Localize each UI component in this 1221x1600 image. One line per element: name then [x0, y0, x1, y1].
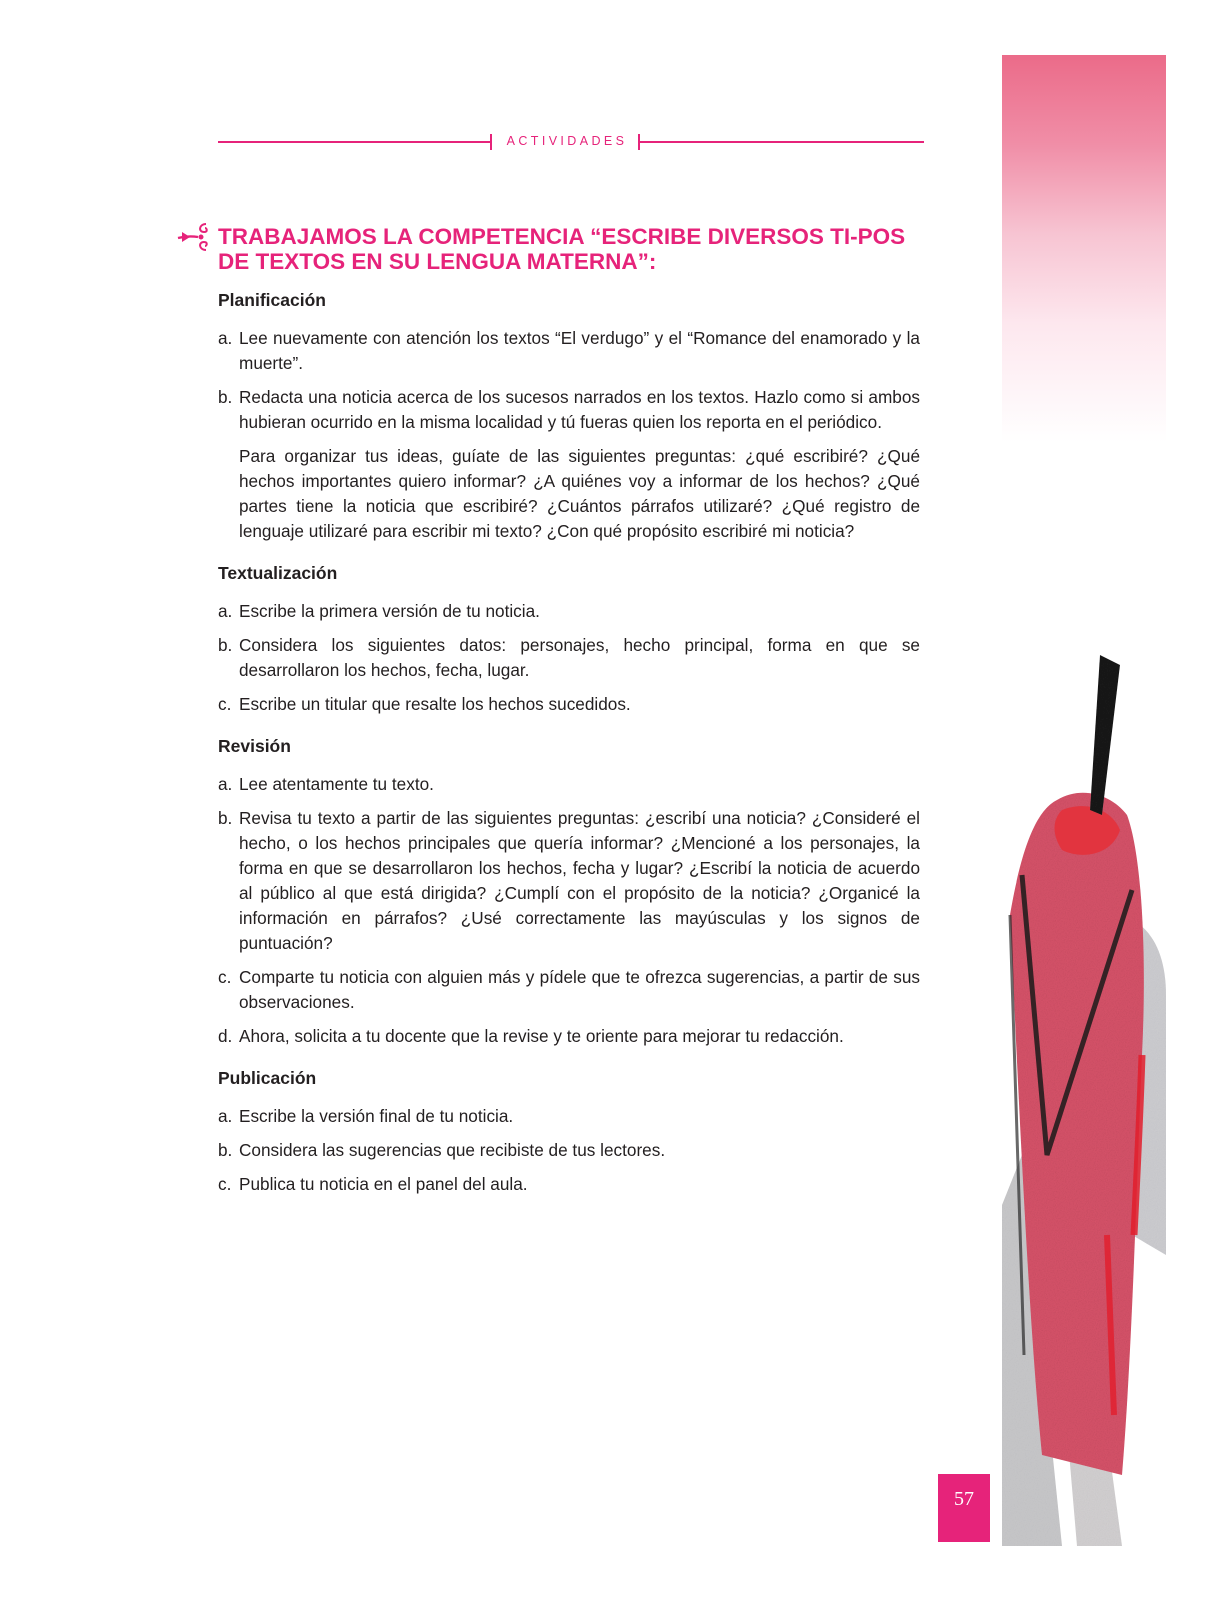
list-letter: b.: [218, 635, 233, 655]
list-item: [218, 1138, 920, 1163]
section-heading-textualizacion: Textualización: [218, 563, 338, 583]
header-rule-left: [218, 141, 490, 143]
list-text: Escribe un titular que resalte los hechos sucedidos.: [239, 694, 631, 714]
section-heading-revision: Revisión: [218, 736, 291, 756]
crayon-figure-illustration: [1002, 55, 1166, 1546]
list-letter: b.: [218, 808, 233, 828]
list-letter: c.: [218, 694, 232, 714]
list-item: [218, 326, 920, 376]
page-number: 57: [954, 1488, 974, 1510]
list-item: [218, 1104, 920, 1129]
list-text: Comparte tu noticia con alguien más y pídele que te ofrezca sugerencias, a partir de sus observaciones.: [239, 967, 920, 1012]
list-item: [218, 599, 920, 624]
decorative-side-strip: [1002, 55, 1166, 1546]
list-text: Considera los siguientes datos: personajes, hecho principal, forma en que se desarrollaron los hechos, fecha, lugar.: [239, 635, 920, 680]
list-text: Lee nuevamente con atención los textos “El verdugo” y el “Romance del enamorado y la muerte”.: [239, 328, 920, 373]
flourish-icon: [176, 220, 216, 254]
list-item: [218, 1024, 920, 1049]
list-letter: a.: [218, 1106, 233, 1126]
list-letter: c.: [218, 1174, 232, 1194]
section-heading-publicacion: Publicación: [218, 1068, 317, 1088]
list-letter: a.: [218, 328, 233, 348]
list-text: Escribe la primera versión de tu noticia.: [239, 601, 540, 621]
list-text: Publica tu noticia en el panel del aula.: [239, 1174, 528, 1194]
list-text: Escribe la versión final de tu noticia.: [239, 1106, 514, 1126]
list-letter: b.: [218, 387, 233, 407]
list-letter: a.: [218, 774, 233, 794]
list-text: Considera las sugerencias que recibiste de tus lectores.: [239, 1140, 666, 1160]
list-letter: b.: [218, 1140, 233, 1160]
page-title: TRABAJAMOS LA COMPETENCIA “ESCRIBE DIVERSOS TI-POS DE TEXTOS EN SU LENGUA MATERNA”:: [218, 224, 906, 274]
list-item: [218, 772, 920, 797]
list-text: Revisa tu texto a partir de las siguientes preguntas: ¿escribí una noticia? ¿Consideré el hecho, o los hechos principales que quería informar? ¿Mencioné a los personajes, la forma en que se desarrollaron los hechos, fecha y lugar? ¿Escribí la noticia de acuerdo al público al que está dirigida? ¿Cumplí con el propósito de la noticia? ¿Organicé la información en párrafos? ¿Usé correctamente las mayúsculas y los signos de puntuación?: [239, 808, 920, 953]
list-item: [218, 633, 920, 683]
header-label: ACTIVIDADES: [506, 134, 628, 148]
list-text: Lee atentamente tu texto.: [239, 774, 434, 794]
activities-content: [218, 288, 920, 1206]
list-item: [218, 1172, 920, 1197]
list-item: [218, 385, 920, 435]
list-text: Redacta una noticia acerca de los sucesos narrados en los textos. Hazlo como si ambos hubieran ocurrido en la misma localidad y tú fueras quien los reporta en el periódico.: [239, 387, 920, 432]
page-number-box: [938, 1474, 990, 1542]
header-tick-left: [490, 134, 492, 150]
list-letter: a.: [218, 601, 233, 621]
list-item: [218, 806, 920, 956]
header-rule-right: [640, 141, 924, 143]
planning-guide-paragraph: Para organizar tus ideas, guíate de las siguientes preguntas: ¿qué escribiré? ¿Qué hechos importantes quiero informar? ¿A quiénes voy a informar de los hechos? ¿Qué partes tiene la noticia que escribiré? ¿Cuántos párrafos utilizaré? ¿Qué registro de lenguaje utilizaré para escribir mi texto? ¿Con qué propósito escribiré mi noticia?: [239, 446, 920, 541]
list-text: Ahora, solicita a tu docente que la revise y te oriente para mejorar tu redacción.: [239, 1026, 844, 1046]
list-letter: c.: [218, 967, 232, 987]
list-item: [218, 692, 920, 717]
list-item: [218, 965, 920, 1015]
section-heading-planificacion: Planificación: [218, 290, 326, 310]
list-letter: d.: [218, 1026, 233, 1046]
